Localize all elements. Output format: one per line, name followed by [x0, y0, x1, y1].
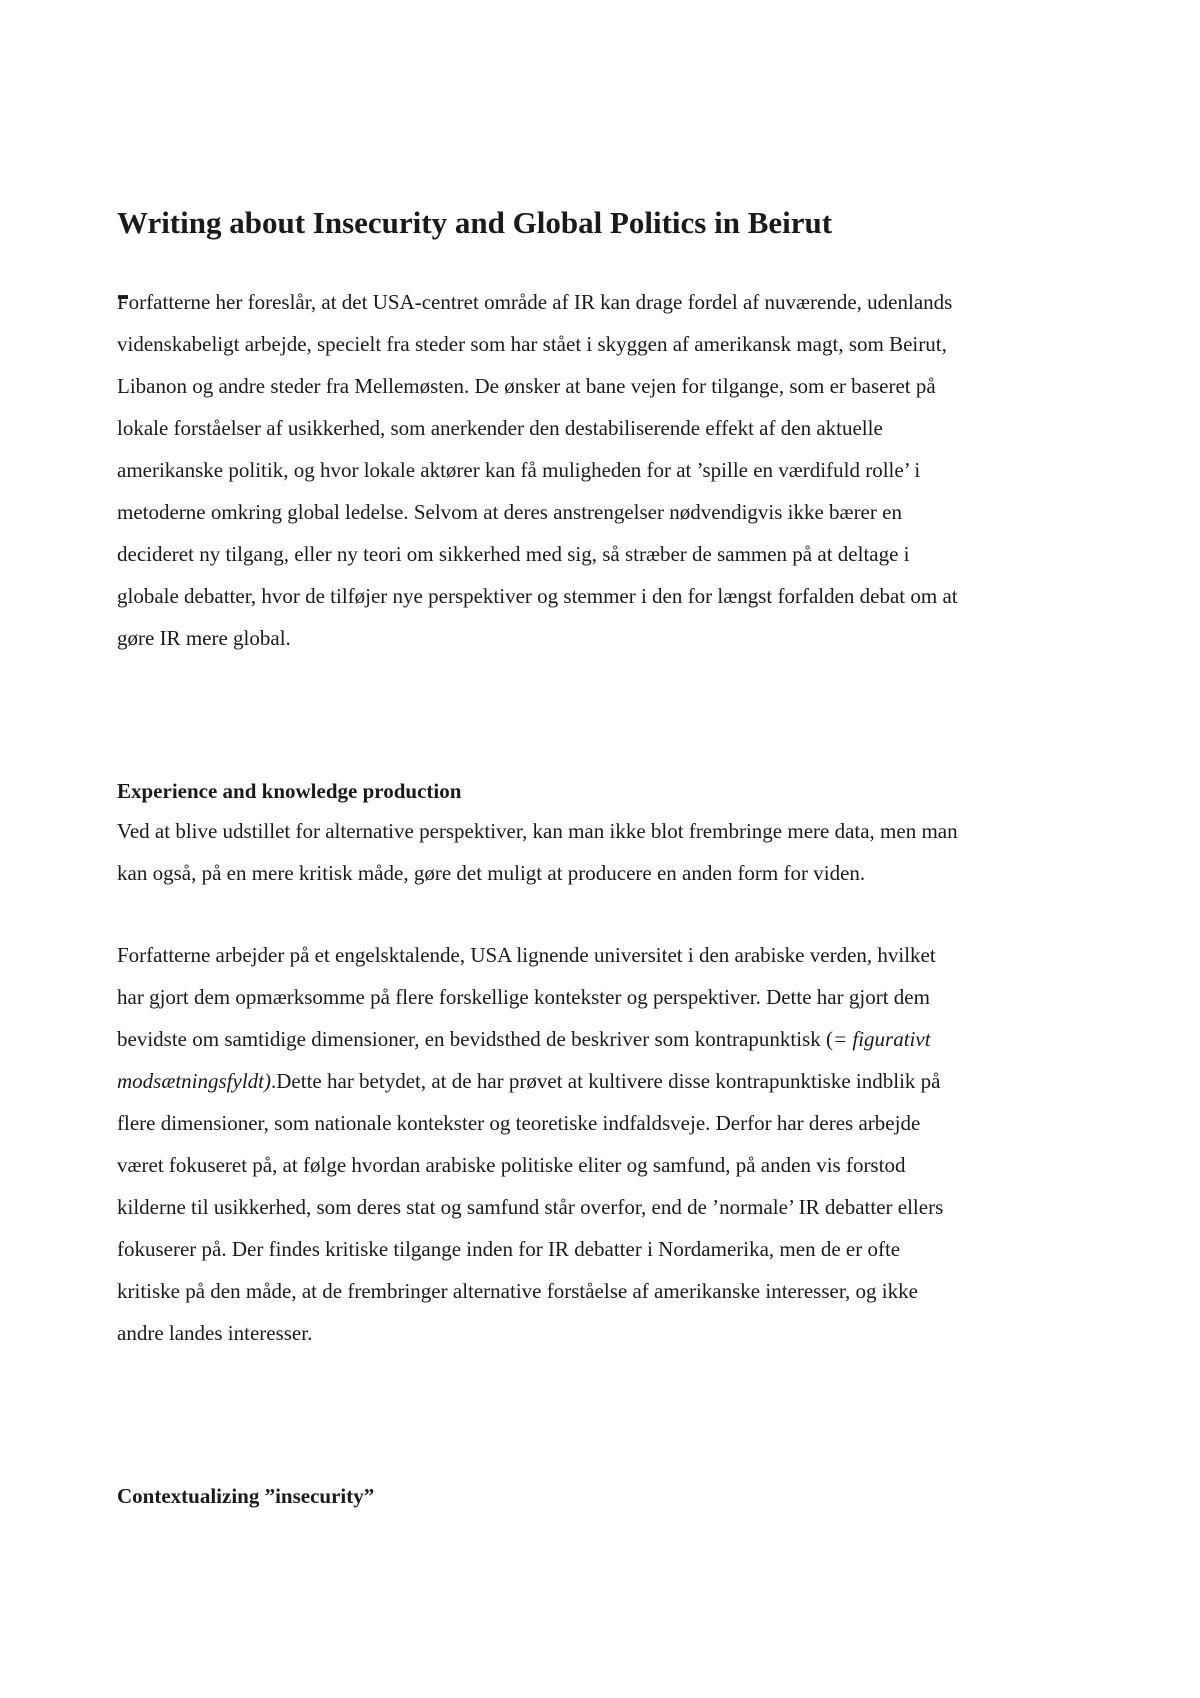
italic-term: modsætningsfyldt) — [117, 1069, 272, 1093]
text-line: globale debatter, hvor de tilføjer nye perspektiver og stemmer i den for længst forfalden debat om at — [117, 584, 958, 608]
text-line: Libanon og andre steder fra Mellemøsten. De ønsker at bane vejen for tilgange, som er baseret på — [117, 374, 936, 398]
section-heading-contextualizing: Contextualizing ”insecurity” — [117, 1484, 375, 1508]
text-line: flere dimensioner, som nationale kontekster og teoretiske indfaldsveje. Derfor har deres arbejde — [117, 1111, 921, 1135]
document-title: Writing about Insecurity and Global Politics in Beirut — [117, 205, 833, 240]
italic-term: = figurativt — [832, 1027, 931, 1051]
text-line: metoderne omkring global ledelse. Selvom at deres anstrengelser nødvendigvis ikke bærer en — [117, 500, 902, 524]
text-segment: bevidste om samtidige dimensioner, en bevidsthed de beskriver som kontrapunktisk ( — [117, 1027, 833, 1051]
text-line: videnskabeligt arbejde, specielt fra steder som har stået i skyggen af amerikansk magt, som Beirut, — [117, 332, 947, 356]
text-line: har gjort dem opmærksomme på flere forskellige kontekster og perspektiver. Dette har gjort dem — [117, 985, 930, 1009]
text-line: gøre IR mere global. — [117, 626, 291, 650]
section1-paragraph-1 — [117, 810, 1117, 894]
text-line: decideret ny tilgang, eller ny teori om sikkerhed med sig, så stræber de sammen på at deltage i — [117, 542, 910, 566]
text-line: kan også, på en mere kritisk måde, gøre det muligt at producere en anden form for viden. — [117, 861, 866, 885]
text-line: lokale forståelser af usikkerhed, som anerkender den destabiliserende effekt af den aktuelle — [117, 416, 883, 440]
text-segment: .Dette har betydet, at de har prøvet at kultivere disse kontrapunktiske indblik på — [271, 1069, 941, 1093]
text-line — [117, 1060, 1117, 1102]
text-line — [117, 1018, 1117, 1060]
intro-paragraph — [117, 281, 1117, 659]
section-heading-experience: Experience and knowledge production — [117, 779, 462, 803]
text-line: kilderne til usikkerhed, som deres stat og samfund står overfor, end de ’normale’ IR debatter ellers — [117, 1195, 944, 1219]
text-line: andre landes interesser. — [117, 1321, 313, 1345]
text-line: amerikanske politik, og hvor lokale aktører kan få muligheden for at ’spille en værdifuld rolle’ i — [117, 458, 921, 482]
text-line: kritiske på den måde, at de frembringer alternative forståelse af amerikanske interesser, og ikke — [117, 1279, 918, 1303]
text-line: Ved at blive udstillet for alternative perspektiver, kan man ikke blot frembringe mere data, men man — [117, 819, 958, 843]
text-line: fokuserer på. Der findes kritiske tilgange inden for IR debatter i Nordamerika, men de er ofte — [117, 1237, 901, 1261]
section1-paragraph-2 — [117, 934, 1117, 1354]
text-line: været fokuseret på, at følge hvordan arabiske politiske eliter og samfund, på anden vis forstod — [117, 1153, 906, 1177]
text-line: Forfatterne arbejder på et engelsktalende, USA lignende universitet i den arabiske verden, hvilket — [117, 943, 936, 967]
text-line: Forfatterne her foreslår, at det USA-centret område af IR kan drage fordel af nuværende, udenlands — [117, 290, 953, 314]
